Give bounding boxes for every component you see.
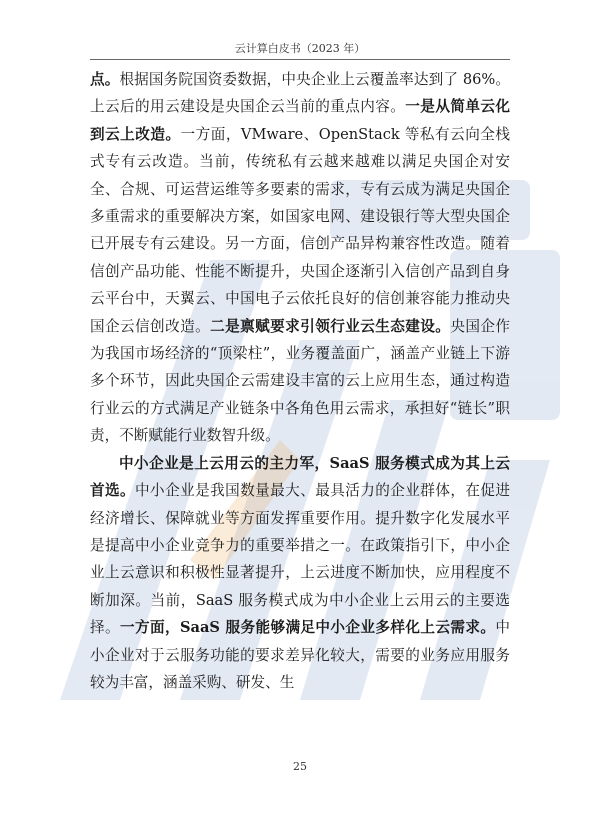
bold-phrase: 点。 — [90, 71, 120, 88]
paragraph-2 — [90, 450, 510, 697]
body-text — [90, 66, 510, 696]
text-run: 中小企业是我国数量最大、最具活力的企业群体，在促进经济增长、保障就业等方面发挥重要作用。提升数字化发展水平是提高中小企业竞争力的重要举措之一。在政策指引下，中小企业上云意识和积极性显著提升，上云进度不断加快，应用程度不断加深。当前，SaaS 服务模式成为中小企业上云用云的主要选择。 — [90, 482, 510, 637]
paragraph-1 — [90, 66, 510, 450]
bold-phrase: 一是从简单云化到云上改造。 — [90, 98, 510, 143]
text-run: 央国企作为我国市场经济的“顶梁柱”，业务覆盖面广，涵盖产业链上下游多个环节，因此央国企云需建设丰富的云上应用生态，通过构造行业云的方式满足产业链条中各角色用云需求，承担好“链长”职责，不断赋能行业数智升级。 — [90, 317, 510, 445]
page-number: 25 — [293, 760, 307, 773]
bold-phrase: 中小企业是上云用云的主力军，SaaS 服务模式成为其上云首选。 — [90, 454, 510, 500]
text-run: 一方面，VMware、OpenStack 等私有云向全栈式专有云改造。当前，传统私有云越来越难以满足央国企对安全、合规、可运营运维等多要素的需求，专有云成为满足央国企多重需求的重要解决方案，如国家电网、建设银行等大型央国企已开展专有云建设。另一方面，信创产品异构兼容性改造。随着信创产品功能、性能不断提升，央国企逐渐引入信创产品到自身云平台中，天翼云、中国电子云依托良好的信创兼容能力推动央国企云信创改造。 — [90, 125, 510, 335]
bold-phrase: 二是禀赋要求引领行业云生态建设。 — [210, 317, 451, 335]
bold-phrase: 一方面，SaaS 服务能够满足中小企业多样化上云需求。 — [120, 619, 496, 637]
header-rule — [90, 59, 510, 60]
text-run: 根据国务院国资委数据，中央企业上云覆盖率达到了 86%。上云后的用云建设是央国企云当前的重点内容。 — [90, 71, 510, 116]
running-header: 云计算白皮书（2023 年） — [234, 42, 366, 55]
text-run: 中小企业对于云服务功能的要求差异化较大，需要的业务应用服务较为丰富，涵盖采购、研发、生 — [90, 619, 510, 691]
